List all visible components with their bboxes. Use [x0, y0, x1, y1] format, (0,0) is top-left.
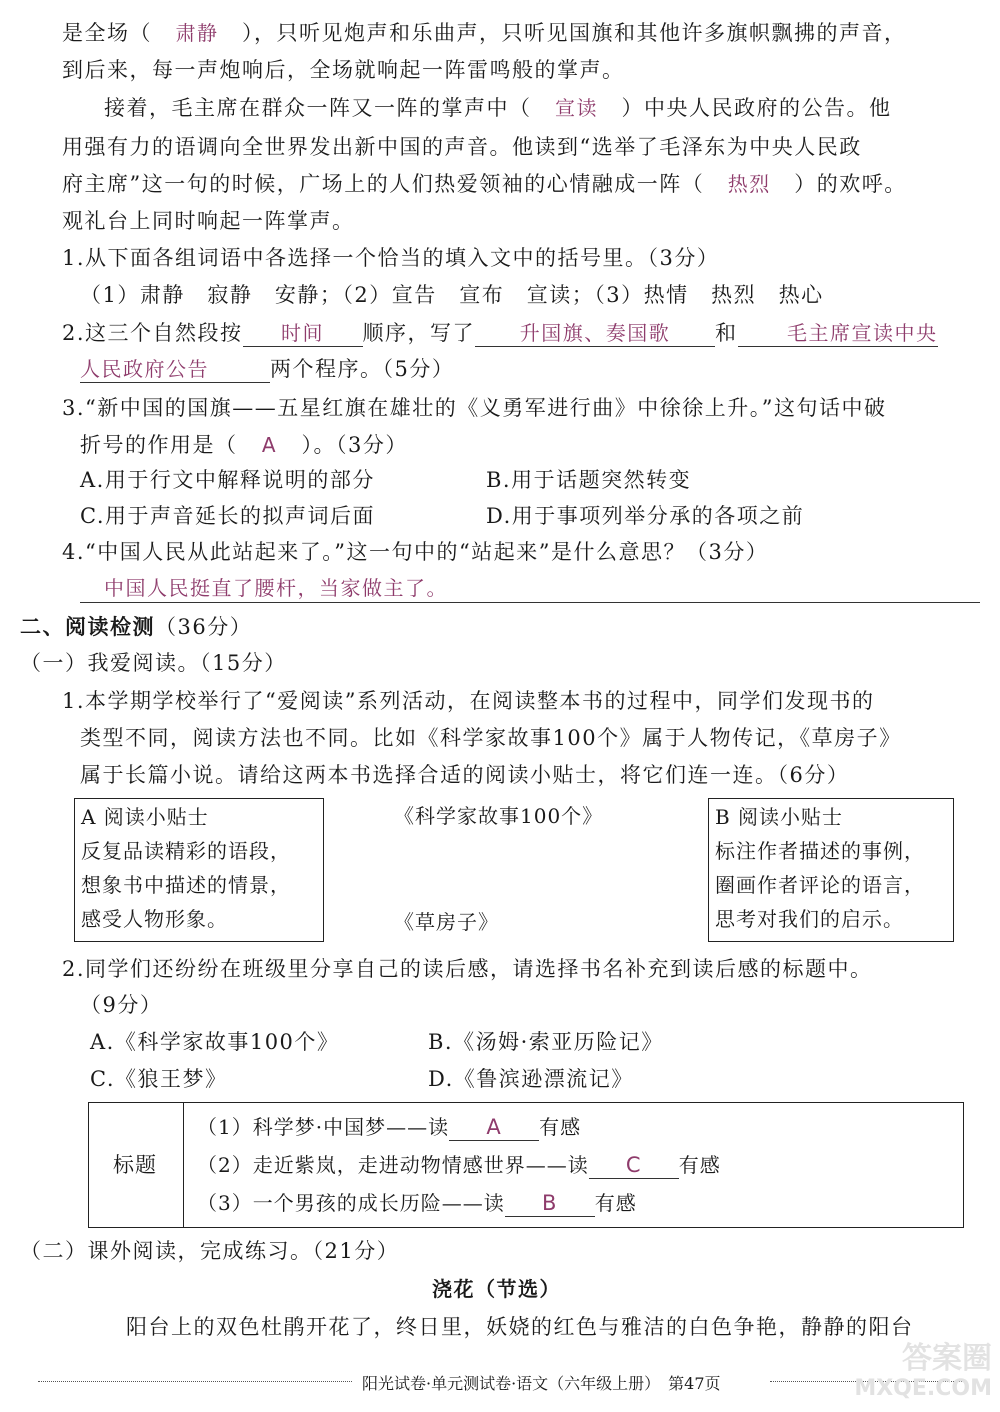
- section-title: 二、阅读检测: [20, 615, 155, 639]
- story-title: 浇花（节选）: [432, 1277, 561, 1301]
- question-2-line-2: [80, 354, 454, 384]
- table-divider: [183, 1103, 184, 1227]
- story-line-1: 阳台上的双色杜鹃开花了，终日里，妖娆的红色与雅洁的白色争艳，静静的阳台: [126, 1315, 914, 1339]
- passage-line-1: [62, 18, 907, 48]
- reading-q2-option-c: C.《狼王梦》: [90, 1067, 228, 1091]
- reading-q2-option-a: A.《科学家故事100个》: [90, 1030, 340, 1054]
- tip-a-line: 反复品读精彩的语段，: [81, 839, 291, 863]
- question-4-prompt: 4.“中国人民从此站起来了。”这一句中的“站起来”是什么意思？（3分）: [62, 540, 769, 564]
- passage-line-2: 到后来，每一声炮响后，全场就响起一阵雷鸣般的掌声。: [62, 58, 625, 82]
- reading-q1-line-1: 1.本学期学校举行了“爱阅读”系列活动，在阅读整本书的过程中，同学们发现书的: [62, 689, 875, 713]
- subsection-1-heading: （一）我爱阅读。（15分）: [20, 651, 287, 675]
- answer-blank-flag: 升国旗、奏国歌: [475, 320, 715, 347]
- reading-q2-line-1: 2.同学们还纷纷在班级里分享自己的读后感，请选择书名补充到读后感的标题中。: [62, 957, 873, 981]
- title-table: [88, 1102, 964, 1228]
- tip-a-line: 感受人物形象。: [81, 907, 228, 931]
- reading-q1-line-3: 属于长篇小说。请给这两本书选择合适的阅读小贴士，将它们连一连。（6分）: [80, 763, 850, 787]
- row-suffix: 有感: [539, 1115, 582, 1139]
- subsection-2-heading: （二）课外阅读，完成练习。（21分）: [20, 1239, 400, 1263]
- answer-1: 肃静: [175, 21, 219, 45]
- question-3-option-d: D.用于事项列举分承的各项之前: [486, 504, 805, 528]
- row-answer: C: [589, 1152, 679, 1179]
- row-answer: B: [505, 1190, 595, 1217]
- footer-dots-left: [38, 1381, 352, 1382]
- watermark-logo: [854, 1341, 992, 1404]
- question-4-answer: 中国人民挺直了腰杆，当家做主了。: [104, 576, 448, 600]
- table-row-3: [197, 1187, 637, 1219]
- question-3-line-2: [80, 430, 408, 460]
- tip-a-title: A 阅读小贴士: [81, 805, 209, 829]
- text: 两个程序。（5分）: [270, 357, 455, 381]
- reading-q2-line-2: （9分）: [80, 993, 163, 1017]
- reading-q2-option-d: D.《鲁滨逊漂流记》: [428, 1067, 634, 1091]
- row-text: （2）走近紫岚，走进动物情感世界——读: [197, 1153, 589, 1177]
- question-3-option-b: B.用于话题突然转变: [486, 468, 692, 492]
- table-row-2: [197, 1149, 721, 1181]
- text: 2.这三个自然段按: [62, 321, 243, 345]
- answer-q3: A: [261, 433, 278, 457]
- row-suffix: 有感: [594, 1191, 637, 1215]
- answer-blank-proclamation-2: 人民政府公告: [80, 356, 270, 383]
- table-row-1: [197, 1111, 581, 1143]
- question-1-prompt: 1.从下面各组词语中各选择一个恰当的填入文中的括号里。（3分）: [62, 246, 720, 270]
- tip-b-line: 思考对我们的启示。: [715, 907, 904, 931]
- row-text: （1）科学梦·中国梦——读: [197, 1115, 450, 1139]
- reading-q2-option-b: B.《汤姆·索亚历险记》: [428, 1030, 664, 1054]
- answer-line: [80, 602, 980, 603]
- tip-a-line: 想象书中描述的情景，: [81, 873, 291, 897]
- question-3-line-1: 3.“新中国的国旗——五星红旗在雄壮的《义勇军进行曲》中徐徐上升。”这句话中破: [62, 396, 887, 420]
- row-answer: A: [449, 1114, 539, 1141]
- text: 和: [715, 321, 738, 345]
- section-score: （36分）: [155, 615, 253, 639]
- text: ），只听见炮声和乐曲声，只听见国旗和其他许多旗帜飘拂的声音，: [242, 21, 907, 45]
- table-label: 标题: [113, 1153, 157, 1177]
- book-science-stories: 《科学家故事100个》: [394, 804, 604, 828]
- text: 接着，毛主席在群众一阵又一阵的掌声中（: [104, 96, 532, 120]
- text: ）。（3分）: [301, 433, 408, 457]
- text: 是全场（: [62, 21, 152, 45]
- footer-text: 阳光试卷·单元测试卷·语文（六年级上册） 第47页: [362, 1374, 721, 1393]
- text: ）的欢呼。: [794, 172, 907, 196]
- text: 顺序，写了: [362, 321, 476, 345]
- book-caofangzi: 《草房子》: [394, 910, 499, 934]
- question-3-option-a: A.用于行文中解释说明的部分: [80, 468, 375, 492]
- reading-tip-box-b: [708, 798, 954, 942]
- passage-line-5: [62, 169, 907, 199]
- answer-2: 宣读: [555, 96, 598, 120]
- passage-line-6: 观礼台上同时响起一阵掌声。: [62, 209, 355, 233]
- tip-b-line: 标注作者描述的事例，: [715, 839, 925, 863]
- text: ）中央人民政府的公告。他: [621, 96, 892, 120]
- tip-b-line: 圈画作者评论的语言，: [715, 873, 925, 897]
- watermark-line-2: MXQE.COM: [854, 1376, 992, 1401]
- passage-line-3: [104, 93, 892, 123]
- passage-line-4: 用强有力的语调向全世界发出新中国的声音。他读到“选举了毛泽东为中央人民政: [62, 135, 862, 159]
- reading-tip-box-a: [74, 798, 324, 942]
- text: 府主席”这一句的时候，广场上的人们热爱领袖的心情融成一阵（: [62, 172, 705, 196]
- row-text: （3）一个男孩的成长历险——读: [197, 1191, 505, 1215]
- answer-blank-proclamation-1: 毛主席宣读中央: [738, 320, 938, 347]
- question-3-option-c: C.用于声音延长的拟声词后面: [80, 504, 375, 528]
- text: 折号的作用是（: [80, 433, 238, 457]
- answer-blank-time: 时间: [243, 320, 363, 347]
- question-1-options: （1）肃静 寂静 安静；（2）宣告 宣布 宣读；（3）热情 热烈 热心: [80, 283, 824, 307]
- reading-q1-line-2: 类型不同，阅读方法也不同。比如《科学家故事100个》属于人物传记，《草房子》: [80, 726, 902, 750]
- watermark-line-1: 答案圈: [902, 1341, 992, 1376]
- tip-b-title: B 阅读小贴士: [715, 805, 844, 829]
- section-2-heading: [20, 612, 252, 642]
- question-2-line-1: [62, 318, 938, 348]
- answer-3: 热烈: [727, 172, 771, 196]
- row-suffix: 有感: [678, 1153, 721, 1177]
